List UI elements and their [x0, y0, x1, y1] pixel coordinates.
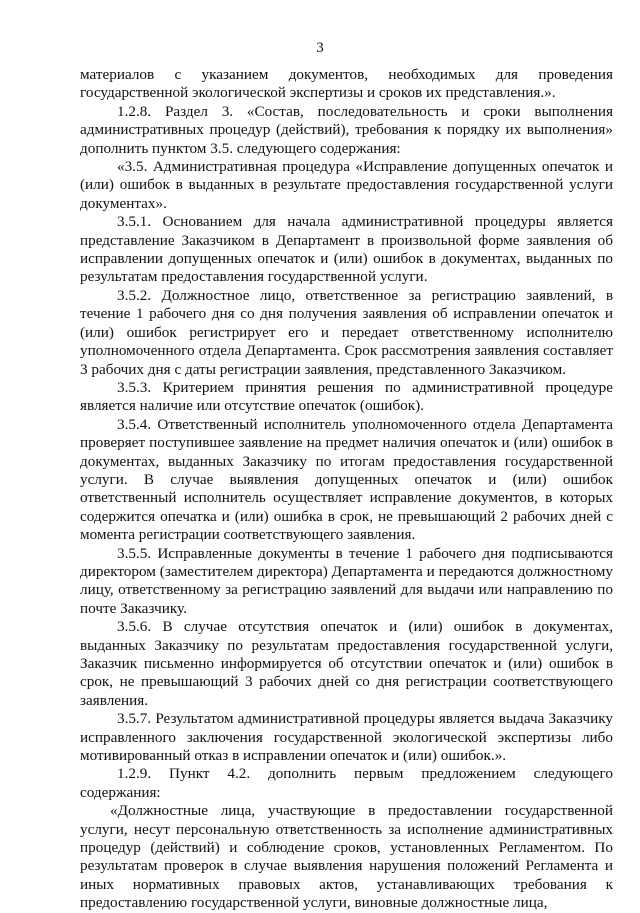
page-number: 3 [316, 40, 324, 56]
paragraph-3-5-5: 3.5.5. Исправленные документы в течение 1 рабочего дня подписываются директором (заместителем директора) Департамента и передаются должностному лицу, ответственному за регистрацию заявлений для выдачи или направлению по почте Заказчику. [80, 544, 613, 617]
paragraph-3-5-2: 3.5.2. Должностное лицо, ответственное за регистрацию заявлений, в течение 1 рабочего дня со дня получения заявления об исправлении опечаток и (или) ошибок регистрирует его и передает ответственному исполнителю уполномоченного отдела Департамента. Срок рассмотрения заявления составляет 3 рабочих дня с даты регистрации заявления, представленного Заказчиком. [80, 286, 613, 378]
paragraph-3-5-4: 3.5.4. Ответственный исполнитель уполномоченного отдела Департамента проверяет поступившее заявление на предмет наличия опечаток и (или) ошибок в документах, выданных Заказчику по итогам предоставления государственной услуги. В случае выявления допущенных опечаток и (или) ошибок ответственный исполнитель осуществляет исправление документов, в которых содержится опечатка и (или) ошибка в срок, не превышающий 2 рабочих дней с момента регистрации соответствующего заявления. [80, 415, 613, 544]
paragraph-3-5-6: 3.5.6. В случае отсутствия опечаток и (или) ошибок в документах, выданных Заказчику по результатам предоставления государственной услуги, Заказчик письменно информируется об отсутствии опечаток и (или) ошибок в срок, не превышающий 3 рабочих дней со дня регистрации соответствующего заявления. [80, 618, 613, 709]
paragraph-1-2-8: 1.2.8. Раздел 3. «Состав, последовательность и сроки выполнения административных процедур (действий), требования к порядку их выполнения» дополнить пунктом 3.5. следующего содержания: [80, 102, 613, 157]
paragraph-3-5-3: 3.5.3. Критерием принятия решения по административной процедуре является наличие или отсутствие опечаток (ошибок). [80, 378, 613, 415]
paragraph-1-2-9: 1.2.9. Пункт 4.2. дополнить первым предложением следующего содержания: [80, 765, 613, 801]
paragraph-3-5-1: 3.5.1. Основанием для начала административной процедуры является представление Заказчиком в Департамент в произвольной форме заявления об исправлении допущенных опечаток и (или) ошибок в документах, выданных по результатам предоставления государственной услуги. [80, 213, 613, 286]
paragraph-3-5-7: 3.5.7. Результатом административной процедуры является выдача Заказчику исправленного заключения государственной экологической экспертизы либо мотивированный отказ в исправлении опечаток и (или) ошибок.». [80, 710, 613, 765]
document-body [80, 66, 613, 913]
paragraph-3-5: «3.5. Административная процедура «Исправление допущенных опечаток и (или) ошибок в выданных в результате предоставления государственной услуги документах». [80, 158, 613, 212]
paragraph-continuation: материалов с указанием документов, необходимых для проведения государственной экологической экспертизы и сроков их представления.». [80, 66, 613, 102]
paragraph-quote: «Должностные лица, участвующие в предоставлении государственной услуги, несут персональную ответственность за исполнение административных процедур (действий) и соблюдение сроков, установленных Регламентом. По результатам проверок в случае выявления нарушения положений Регламента и иных нормативных правовых актов, устанавливающих требования к предоставлению государственной услуги, виновные должностные лица, [80, 802, 613, 912]
